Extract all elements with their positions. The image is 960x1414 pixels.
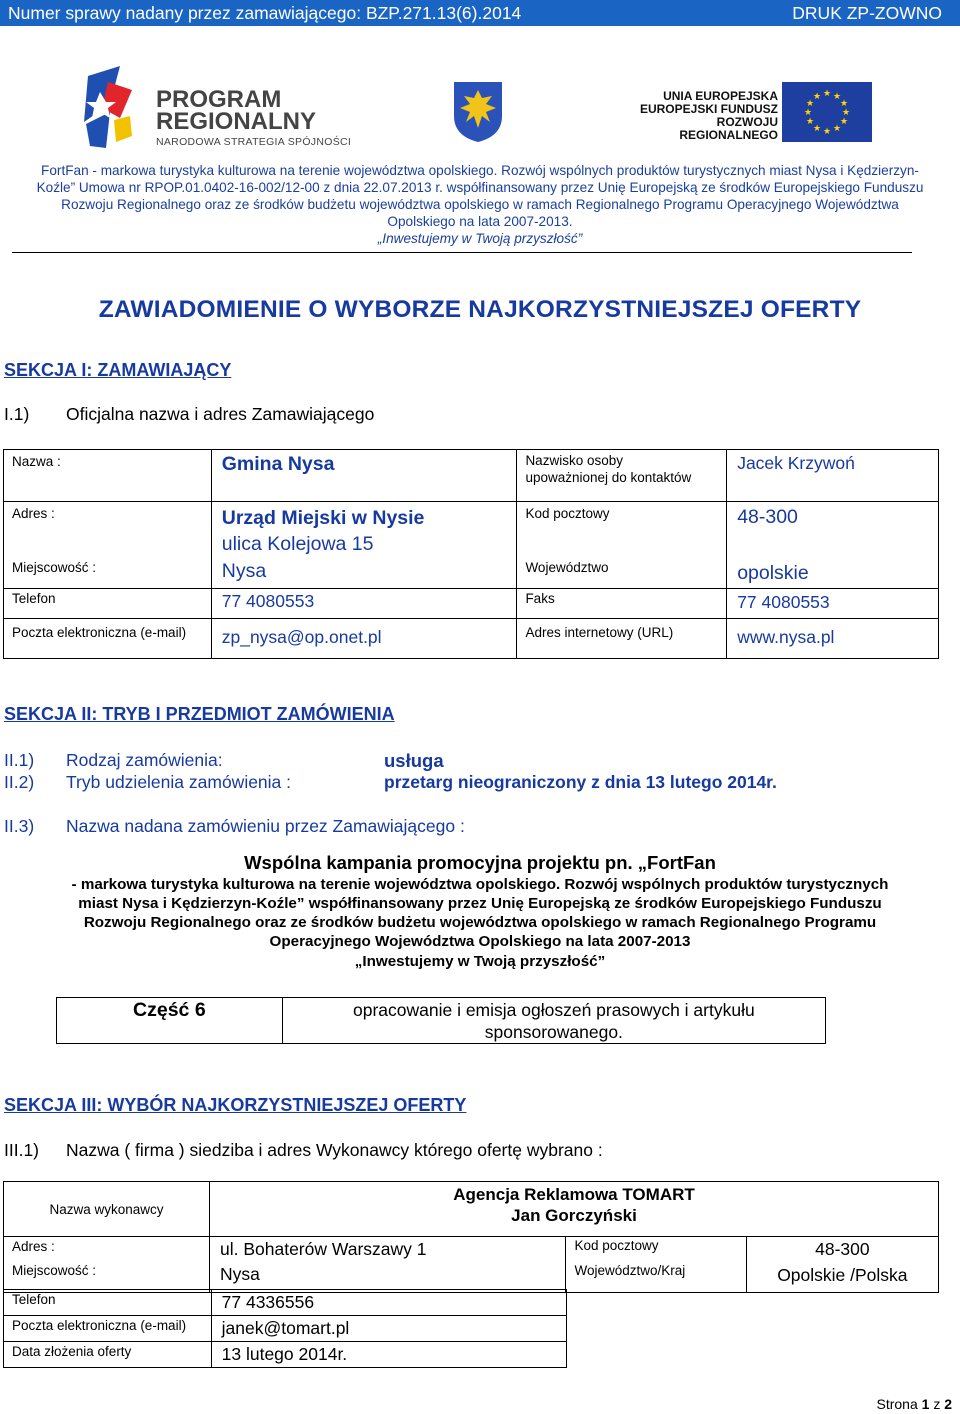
zamawiajacy-table — [3, 449, 939, 659]
eu-line3: ROZWOJU REGIONALNEGO — [679, 115, 778, 142]
email-value-cell — [211, 618, 517, 658]
w-adres-label-cell — [4, 1237, 210, 1263]
osoba-label2: upoważnionej do kontaktów — [525, 470, 692, 485]
svg-text:★: ★ — [822, 89, 832, 99]
page-current: 1 — [921, 1396, 930, 1412]
eu-fund-label — [622, 90, 778, 142]
order-name-line5: Operacyjnego Województwa Opolskiego na lata 2007-2013 — [269, 933, 691, 950]
part-value1: opracowanie i emisja ogłoszeń prasowych i artykułu — [352, 1000, 755, 1020]
miejsc-value-cell — [211, 560, 517, 588]
project-header-line3: Rozwoju Regionalnego oraz ze środków budżetu województwa opolskiego w ramach Regionalnego Programu Operacyjnego Województwa — [61, 197, 899, 212]
w-data-value: 13 lutego 2014r. — [221, 1344, 348, 1364]
page-number — [876, 1396, 952, 1412]
w-tel-value-cell — [211, 1290, 566, 1316]
page-prefix: Strona — [876, 1396, 918, 1412]
faks-label: Faks — [525, 590, 555, 606]
s2-r2-value: przetarg nieograniczony z dnia 13 lutego 2014r. — [384, 772, 777, 792]
program-line3: NARODOWA STRATEGIA SPÓJNOŚCI — [156, 136, 352, 148]
part-table — [56, 997, 826, 1044]
w-kod-value-cell — [746, 1237, 938, 1263]
s2-r3-num: II.3) — [4, 816, 35, 836]
s2-r2-label: Tryb udzielenia zamówienia : — [66, 772, 292, 792]
w-miejsc-value-cell — [210, 1262, 566, 1292]
osoba-label-cell — [517, 450, 727, 502]
kod-value-cell — [727, 502, 939, 561]
adres-value2: ulica Kolejowa 15 — [221, 533, 374, 555]
nazwa-label: Nazwa : — [12, 454, 61, 469]
miejsc-label: Miejscowość : — [12, 560, 97, 575]
woj-value-cell — [727, 560, 939, 588]
w-email-label-cell — [4, 1316, 212, 1342]
w-miejsc-label-cell — [4, 1262, 210, 1292]
w-adres-label: Adres : — [12, 1239, 55, 1254]
nazwa-value-cell — [211, 450, 517, 502]
nazwa-label-cell — [4, 450, 212, 502]
svg-text:★: ★ — [812, 124, 822, 134]
faks-value: 77 4080553 — [737, 591, 830, 612]
wykonawca-contact-table — [3, 1289, 567, 1368]
eu-flag-icon — [782, 82, 872, 142]
program-line1: PROGRAM — [156, 86, 282, 113]
kod-label-cell — [517, 502, 727, 561]
wyk-value-cell — [210, 1182, 939, 1237]
order-name-line4: Rozwoju Regionalnego oraz ze środków budżetu województwa opolskiego w ramach Regionalnego Programu — [83, 914, 877, 931]
w-miejsc-label: Miejscowość : — [12, 1263, 97, 1278]
s2-r2-num: II.2) — [4, 772, 35, 792]
wyk-label-cell — [4, 1182, 210, 1237]
s2-r1-num: II.1) — [4, 750, 35, 770]
section3-sub-num: III.1) — [4, 1140, 40, 1160]
tel-value-cell — [211, 588, 517, 618]
adres-label: Adres : — [12, 506, 55, 521]
w-data-label: Data złożenia oferty — [12, 1344, 132, 1359]
form-code: DRUK ZP-ZOWNO — [792, 3, 942, 23]
faks-label-cell — [517, 588, 727, 618]
section3-sub-text: Nazwa ( firma ) siedziba i adres Wykonawcy którego ofertę wybrano : — [66, 1140, 603, 1160]
w-tel-label-cell — [4, 1290, 212, 1316]
opolskie-coat-of-arms-icon — [452, 80, 504, 144]
w-tel-label: Telefon — [12, 1292, 56, 1307]
part-value2: sponsorowanego. — [484, 1022, 623, 1042]
s2-r1-label: Rodzaj zamówienia: — [66, 750, 223, 770]
w-kod-label-cell — [566, 1237, 746, 1263]
w-woj-value: Opolskie /Polska — [777, 1265, 908, 1285]
miejsc-label-cell — [4, 560, 212, 588]
adres-label-cell — [4, 502, 212, 561]
svg-text:★: ★ — [812, 92, 822, 102]
project-header-line1: FortFan - markowa turystyka kulturowa na terenie województwa opolskiego. Rozwój wspólnych produktów turystycznych miast Nysa i Kędzierzyn- — [41, 163, 919, 178]
wyk-label: Nazwa wykonawcy — [49, 1202, 164, 1217]
w-data-value-cell — [211, 1342, 566, 1368]
project-header-slogan: „Inwestujemy w Twoją przyszłość” — [377, 231, 583, 246]
osoba-value-cell — [727, 450, 939, 502]
page-title: ZAWIADOMIENIE O WYBORZE NAJKORZYSTNIEJSZEJ OFERTY — [98, 296, 862, 323]
woj-label: Województwo — [525, 560, 609, 575]
svg-text:★: ★ — [822, 127, 832, 137]
osoba-label1: Nazwisko osoby — [525, 453, 623, 468]
program-line2: REGIONALNY — [156, 108, 317, 135]
order-name-line2: - markowa turystyka kulturowa na terenie województwa opolskiego. Rozwój wspólnych produktów turystycznych — [71, 876, 889, 893]
w-email-label: Poczta elektroniczna (e-mail) — [12, 1318, 187, 1333]
faks-value-cell — [727, 588, 939, 618]
s2-r3-label: Nazwa nadana zamówieniu przez Zamawiającego : — [66, 816, 465, 836]
osoba-value: Jacek Krzywoń — [737, 453, 855, 473]
order-name-line3: miast Nysa i Kędzierzyn-Koźle” współfinansowany przez Unię Europejską ze środków Europejskiego Funduszu — [78, 895, 882, 912]
section1-sub-num: I.1) — [4, 404, 30, 424]
kod-value: 48-300 — [737, 506, 798, 528]
svg-text:★: ★ — [839, 99, 849, 109]
project-header-line2: Koźle” Umowa nr RPOP.01.0402-16-002/12-00 z dnia 22.07.2013 r. współfinansowany przez Unię Europejską ze środków Europejskiego Funduszu — [36, 180, 924, 195]
email-value: zp_nysa@op.onet.pl — [221, 626, 382, 647]
section1-heading: SEKCJA I: ZAMAWIAJĄCY — [4, 360, 232, 380]
eu-line2: EUROPEJSKI FUNDUSZ — [639, 102, 778, 116]
order-name-line1: Wspólna kampania promocyjna projektu pn. „FortFan — [244, 852, 716, 873]
w-tel-value: 77 4336556 — [221, 1292, 315, 1312]
w-adres-value-cell — [210, 1237, 566, 1263]
adres-value1: Urząd Miejski w Nysie — [221, 507, 425, 529]
case-number: Numer sprawy nadany przez zamawiającego: BZP.271.13(6).2014 — [8, 3, 522, 23]
w-email-value-cell — [211, 1316, 566, 1342]
page-total: 2 — [944, 1396, 952, 1412]
kod-label: Kod pocztowy — [525, 506, 610, 521]
w-woj-value-cell — [746, 1262, 938, 1292]
w-miejsc-value: Nysa — [220, 1264, 260, 1284]
s2-r1-value: usługa — [384, 750, 444, 771]
wyk-value1: Agencja Reklamowa TOMART — [453, 1185, 695, 1204]
header-bar — [0, 0, 960, 26]
svg-text:★: ★ — [805, 99, 815, 109]
w-adres-value: ul. Bohaterów Warszawy 1 — [220, 1239, 427, 1259]
email-label-cell — [4, 618, 212, 658]
miejsc-value: Nysa — [221, 560, 267, 582]
woj-value: opolskie — [737, 562, 809, 584]
w-woj-label: Województwo/Kraj — [574, 1263, 686, 1278]
svg-text:★: ★ — [805, 117, 815, 127]
order-name-slogan: „Inwestujemy w Twoją przyszłość” — [354, 953, 606, 970]
w-data-label-cell — [4, 1342, 212, 1368]
woj-label-cell — [517, 560, 727, 588]
w-email-value: janek@tomart.pl — [221, 1318, 350, 1338]
adres-value-cell — [211, 502, 517, 561]
page-of: z — [933, 1396, 941, 1412]
eu-line1: UNIA EUROPEJSKA — [663, 89, 778, 103]
url-value: www.nysa.pl — [737, 626, 835, 647]
program-regionalny-logo — [80, 62, 380, 152]
header-divider — [12, 252, 912, 253]
nazwa-value: Gmina Nysa — [221, 453, 335, 475]
part-value-cell — [282, 998, 825, 1044]
w-woj-label-cell — [566, 1262, 746, 1292]
url-value-cell — [727, 618, 939, 658]
svg-text:★: ★ — [832, 92, 842, 102]
w-kod-label: Kod pocztowy — [574, 1238, 659, 1253]
tel-label: Telefon — [12, 590, 56, 606]
section2-heading: SEKCJA II: TRYB I PRZEDMIOT ZAMÓWIENIA — [4, 704, 395, 724]
section3-heading: SEKCJA III: WYBÓR NAJKORZYSTNIEJSZEJ OFERTY — [4, 1095, 467, 1115]
url-label-cell — [517, 618, 727, 658]
email-label: Poczta elektroniczna (e-mail) — [12, 624, 187, 640]
section1-sub-text: Oficjalna nazwa i adres Zamawiającego — [66, 404, 375, 424]
project-header-line4: Opolskiego na lata 2007-2013. — [387, 214, 573, 229]
svg-text:★: ★ — [832, 124, 842, 134]
svg-text:★: ★ — [839, 117, 849, 127]
part-label-cell — [57, 998, 283, 1044]
wykonawca-table — [3, 1181, 939, 1293]
tel-label-cell — [4, 588, 212, 618]
svg-text:★: ★ — [803, 108, 813, 118]
svg-text:★: ★ — [841, 108, 851, 118]
part-label: Część 6 — [133, 999, 206, 1021]
wyk-value2: Jan Gorczyński — [511, 1206, 637, 1225]
w-kod-value: 48-300 — [815, 1239, 870, 1259]
tel-value: 77 4080553 — [221, 590, 315, 611]
url-label: Adres internetowy (URL) — [525, 624, 674, 640]
